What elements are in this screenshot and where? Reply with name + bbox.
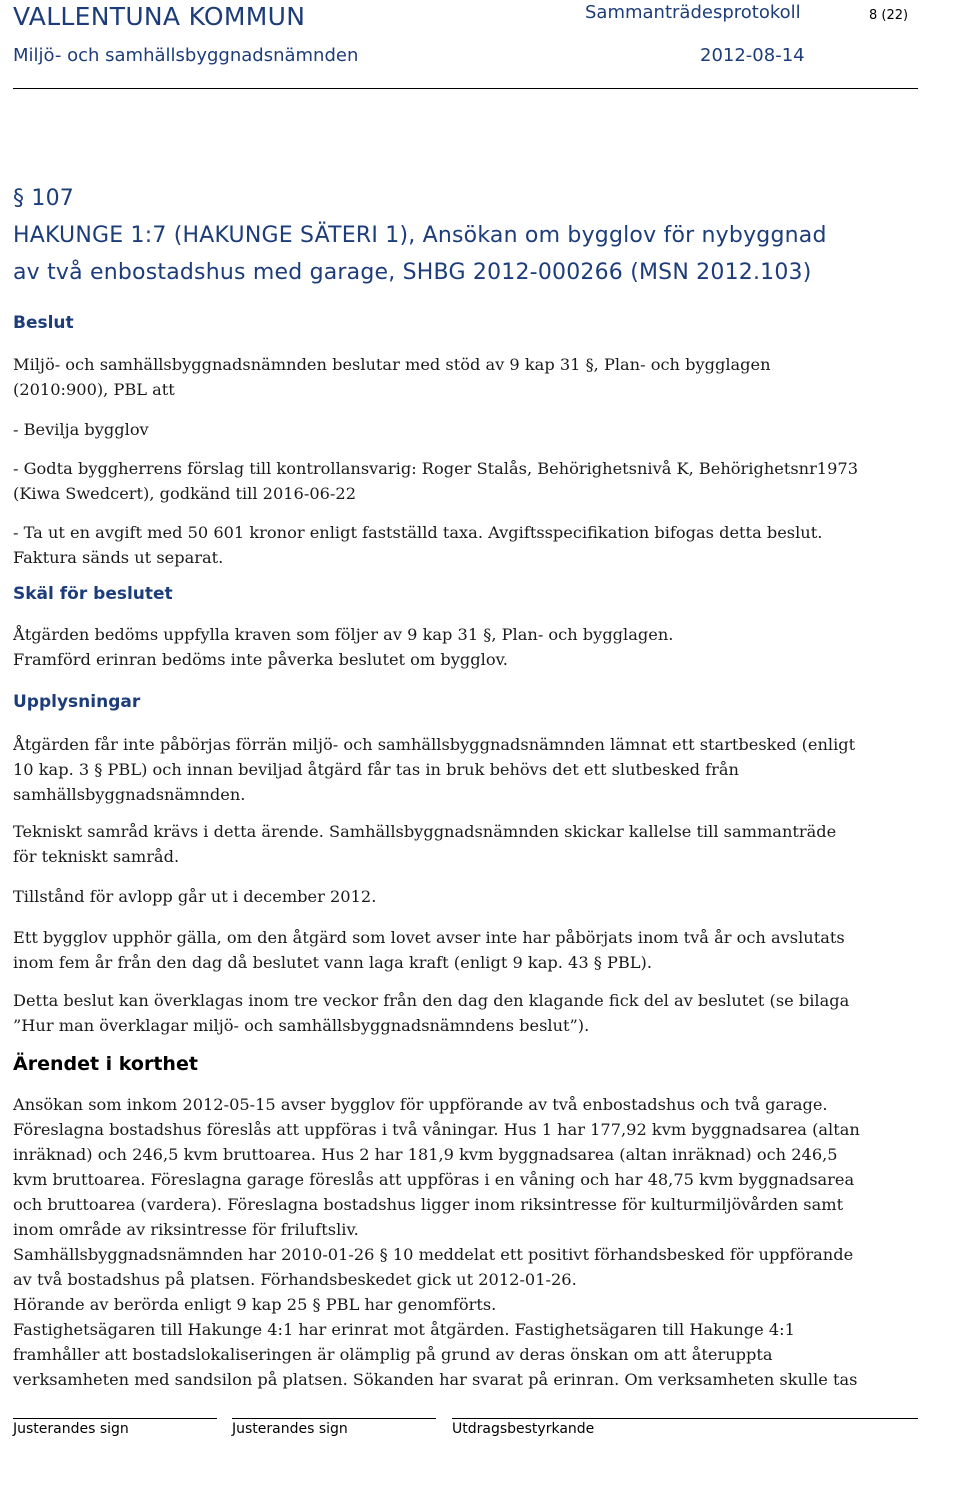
beslut-item bbox=[13, 456, 858, 506]
text-line: (2010:900), PBL att bbox=[13, 380, 175, 399]
text-line: Samhällsbyggnadsnämnden har 2010-01-26 § 10 meddelat ett positivt förhandsbesked för uppförande bbox=[13, 1245, 854, 1264]
organization-name: VALLENTUNA KOMMUN bbox=[13, 2, 306, 31]
page-number: 8 (22) bbox=[869, 8, 909, 23]
paragraph bbox=[13, 884, 376, 909]
paragraph bbox=[13, 732, 855, 807]
paragraph bbox=[13, 925, 845, 975]
text-line: Faktura sänds ut separat. bbox=[13, 548, 224, 567]
text-line: Tillstånd för avlopp går ut i december 2012. bbox=[13, 887, 377, 906]
skal-heading: Skäl för beslutet bbox=[13, 584, 173, 604]
text-line: ”Hur man överklagar miljö- och samhällsbyggnadsnämndens beslut”). bbox=[13, 1016, 590, 1035]
section-title bbox=[13, 180, 827, 291]
signature-line bbox=[452, 1418, 918, 1419]
text-line: inom fem år från den dag då beslutet vann laga kraft (enligt 9 kap. 43 § PBL). bbox=[13, 953, 653, 972]
footer-signature-label: Justerandes sign bbox=[232, 1421, 348, 1437]
text-line: inräknad) och 246,5 kvm bruttoarea. Hus 2 har 181,9 kvm byggnadsarea (altan inräknad) och 246,5 bbox=[13, 1145, 838, 1164]
text-line: - Godta byggherrens förslag till kontrollansvarig: Roger Stalås, Behörighetsnivå K, Behörighetsnr1973 bbox=[13, 459, 859, 478]
header-divider bbox=[13, 88, 918, 89]
text-line: kvm bruttoarea. Föreslagna garage föreslås att uppföras i en våning och har 48,75 kvm byggnadsarea bbox=[13, 1170, 855, 1189]
footer-signature-label: Justerandes sign bbox=[13, 1421, 129, 1437]
skal-text bbox=[13, 622, 673, 672]
title-line: HAKUNGE 1:7 (HAKUNGE SÄTERI 1), Ansökan om bygglov för nybyggnad bbox=[13, 223, 827, 248]
text-line: Åtgärden får inte påbörjas förrän miljö- och samhällsbyggnadsnämnden lämnat ett startbesked (enligt bbox=[13, 735, 856, 754]
document-type: Sammanträdesprotokoll bbox=[585, 2, 801, 23]
meeting-date: 2012-08-14 bbox=[700, 45, 805, 66]
beslut-intro bbox=[13, 352, 771, 402]
text-line: Ett bygglov upphör gälla, om den åtgärd som lovet avser inte har påbörjats inom två år och avslutats bbox=[13, 928, 845, 947]
text-line: (Kiwa Swedcert), godkänd till 2016-06-22 bbox=[13, 484, 356, 503]
text-line: för tekniskt samråd. bbox=[13, 847, 180, 866]
text-line: Föreslagna bostadshus föreslås att uppföras i två våningar. Hus 1 har 177,92 kvm byggnadsarea (altan bbox=[13, 1120, 860, 1139]
text-line: Ansökan som inkom 2012-05-15 avser bygglov för uppförande av två enbostadshus och två garage. bbox=[13, 1095, 828, 1114]
text-line: Åtgärden bedöms uppfylla kraven som följer av 9 kap 31 §, Plan- och bygglagen. bbox=[13, 625, 674, 644]
text-line: av två bostadshus på platsen. Förhandsbeskedet gick ut 2012-01-26. bbox=[13, 1270, 577, 1289]
text-line: Fastighetsägaren till Hakunge 4:1 har erinrat mot åtgärden. Fastighetsägaren till Hakunge 4:1 bbox=[13, 1320, 795, 1339]
text-line: inom område av riksintresse för friluftsliv. bbox=[13, 1220, 359, 1239]
paragraph bbox=[13, 819, 836, 869]
text-line: Miljö- och samhällsbyggnadsnämnden beslutar med stöd av 9 kap 31 §, Plan- och bygglagen bbox=[13, 355, 771, 374]
beslut-item: - Bevilja bygglov bbox=[13, 420, 149, 439]
text-line: samhällsbyggnadsnämnden. bbox=[13, 785, 246, 804]
paragraph bbox=[13, 988, 849, 1038]
beslut-item bbox=[13, 520, 822, 570]
committee-name: Miljö- och samhällsbyggnadsnämnden bbox=[13, 45, 359, 66]
text-line: Hörande av berörda enligt 9 kap 25 § PBL har genomförts. bbox=[13, 1295, 497, 1314]
text-line: verksamheten med sandsilon på platsen. Sökanden har svarat på erinran. Om verksamheten skulle tas bbox=[13, 1370, 858, 1389]
footer-certification-label: Utdragsbestyrkande bbox=[452, 1421, 595, 1437]
upplysningar-heading: Upplysningar bbox=[13, 692, 141, 712]
text-line: 10 kap. 3 § PBL) och innan beviljad åtgärd får tas in bruk behövs det ett slutbesked från bbox=[13, 760, 739, 779]
text-line: Framförd erinran bedöms inte påverka beslutet om bygglov. bbox=[13, 650, 508, 669]
arendet-heading: Ärendet i korthet bbox=[13, 1053, 198, 1075]
text-line: och bruttoarea (vardera). Föreslagna bostadshus ligger inom riksintresse för kulturmiljövården samt bbox=[13, 1195, 844, 1214]
arendet-text bbox=[13, 1092, 860, 1392]
text-line: framhåller att bostadslokaliseringen är olämplig på grund av deras önskan om att återuppta bbox=[13, 1345, 773, 1364]
title-line: av två enbostadshus med garage, SHBG 2012-000266 (MSN 2012.103) bbox=[13, 260, 812, 285]
text-line: Detta beslut kan överklagas inom tre veckor från den dag den klagande fick del av beslutet (se bilaga bbox=[13, 991, 850, 1010]
paragraph-number: § 107 bbox=[13, 186, 74, 211]
signature-line bbox=[13, 1418, 217, 1419]
beslut-heading: Beslut bbox=[13, 313, 74, 333]
text-line: - Ta ut en avgift med 50 601 kronor enligt fastställd taxa. Avgiftsspecifikation bifogas detta beslut. bbox=[13, 523, 823, 542]
text-line: Tekniskt samråd krävs i detta ärende. Samhällsbyggnadsnämnden skickar kallelse till sammanträde bbox=[13, 822, 837, 841]
signature-line bbox=[232, 1418, 436, 1419]
